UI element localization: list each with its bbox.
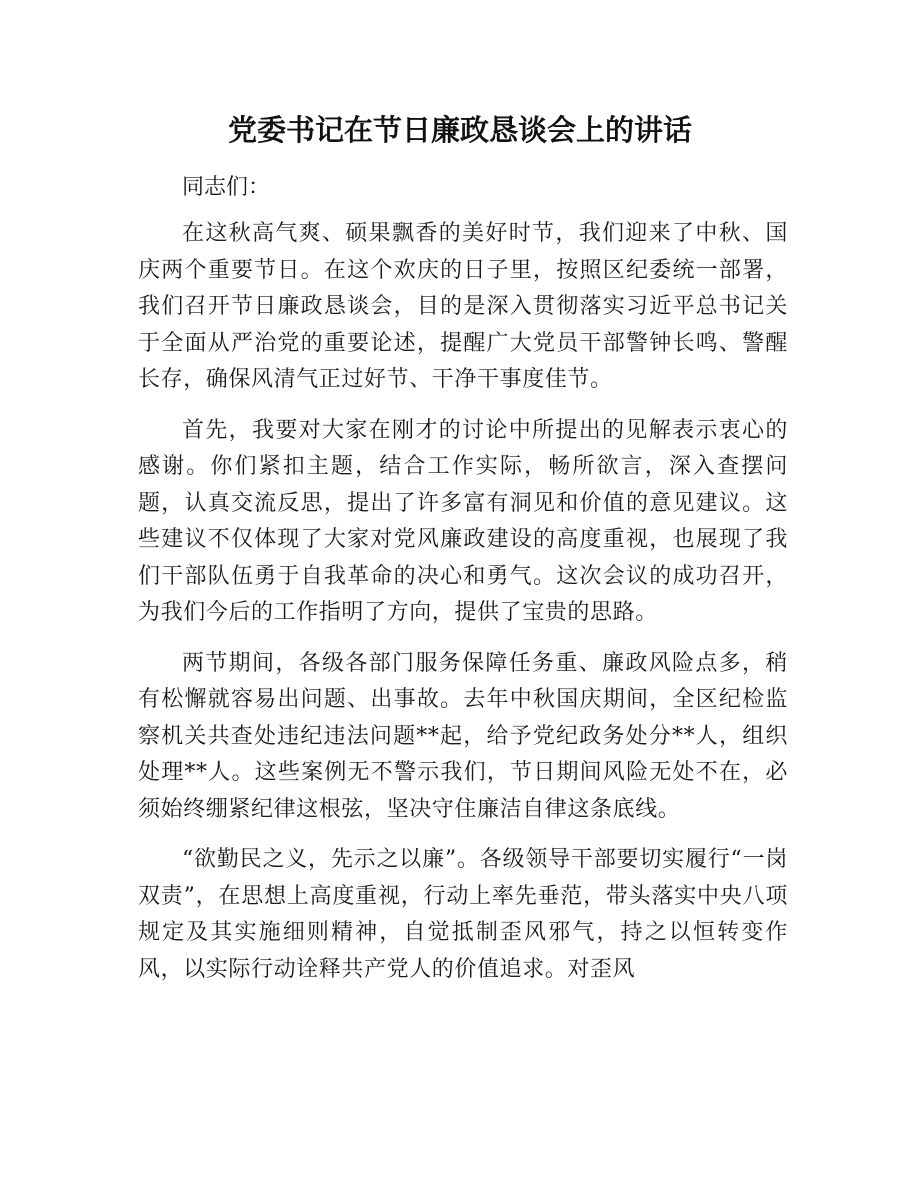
paragraph-risks: 两节期间，各级各部门服务保障任务重、廉政风险点多，稍有松懈就容易出问题、出事故。去年中秋国庆期间，全区纪检监察机关共查处违纪违法问题**起，给予党纪政务处分**人，组织处理**人。这些案例无不警示我们，节日期间风险无处不在，必须始终绷紧纪律这根弦，坚决守住廉洁自律这条底线。 [138,650,788,822]
salutation: 同志们： [182,175,271,200]
document-body [138,170,788,1002]
paragraph-leadership: “欲勤民之义，先示之以廉”。各级领导干部要切实履行“一岗双责”，在思想上高度重视，行动上率先垂范，带头落实中央八项规定及其实施细则精神，自觉抵制歪风邪气，持之以恒转变作风，以实际行动诠释共产党人的价值追求。对歪风 [138,847,788,982]
paragraph-thanks: 首先，我要对大家在刚才的讨论中所提出的见解表示衷心的感谢。你们紧扣主题，结合工作实际，畅所欲言，深入查摆问题，认真交流反思，提出了许多富有洞见和价值的意见建议。这些建议不仅体现了大家对党风廉政建设的高度重视，也展现了我们干部队伍勇于自我革命的决心和勇气。这次会议的成功召开，为我们今后的工作指明了方向，提供了宝贵的思路。 [138,417,788,625]
paragraph-intro: 在这秋高气爽、硕果飘香的美好时节，我们迎来了中秋、国庆两个重要节日。在这个欢庆的日子里，按照区纪委统一部署，我们召开节日廉政恳谈会，目的是深入贯彻落实习近平总书记关于全面从严治党的重要论述，提醒广大党员干部警钟长鸣、警醒长存，确保风清气正过好节、干净干事度佳节。 [138,221,788,392]
document-title: 党委书记在节日廉政恳谈会上的讲话 [227,113,692,147]
